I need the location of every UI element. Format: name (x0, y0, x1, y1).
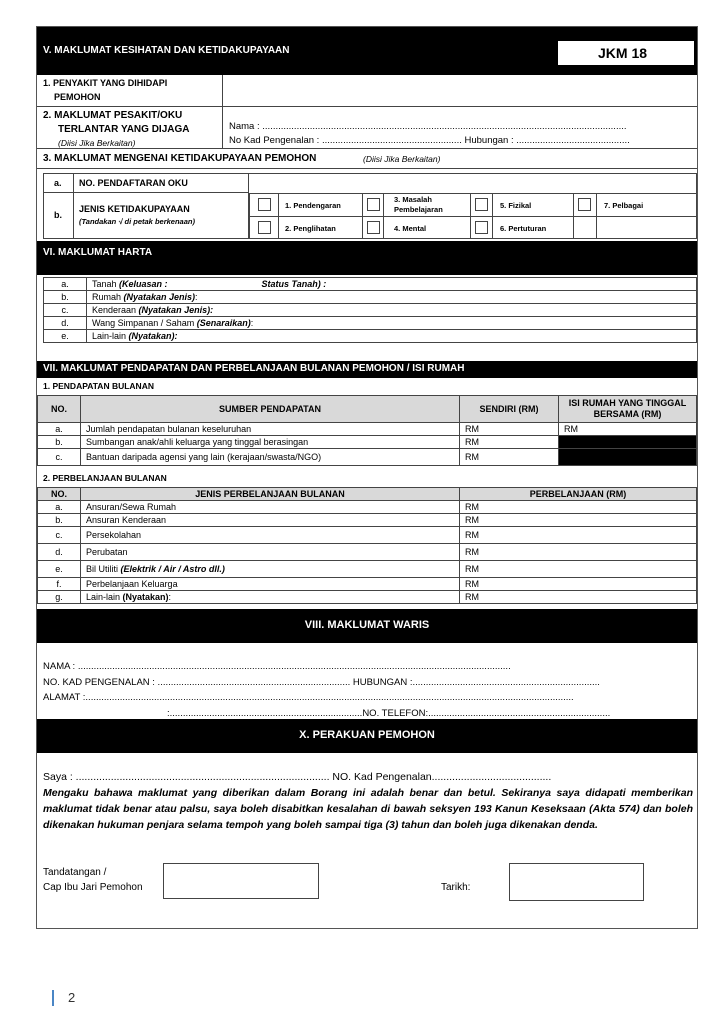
expense-amount-field[interactable]: RM (460, 561, 697, 578)
expense-type: Bil Utiliti (86, 563, 121, 574)
asset-label: Tanah (92, 278, 120, 289)
income-row[interactable] (38, 423, 697, 436)
checkbox-pendengaran[interactable] (258, 198, 271, 211)
asset-label-em: (Nyatakan Jenis) (123, 291, 196, 302)
income-no: a. (38, 423, 81, 436)
section-vii-title: VII. MAKLUMAT PENDAPATAN DAN PERBELANJAAN BULANAN PEMOHON / ISI RUMAH (43, 363, 465, 374)
income-col-no: NO. (38, 396, 81, 423)
section-vi-header (37, 241, 697, 275)
income-source: Jumlah pendapatan bulanan keseluruhan (81, 423, 460, 436)
signature-label-2: Cap Ibu Jari Pemohon (43, 882, 143, 893)
expense-no: e. (38, 561, 81, 578)
income-col-source: SUMBER PENDAPATAN (81, 396, 460, 423)
expense-type: Perubatan (81, 544, 460, 561)
oku-reg-field[interactable] (249, 174, 696, 192)
q2-row (37, 107, 697, 149)
q1-label-2: PEMOHON (54, 92, 101, 102)
section-v-header (37, 27, 697, 75)
assets-table (43, 277, 697, 343)
asset-row[interactable] (44, 330, 697, 343)
expense-subtitle: 2. PERBELANJAAN BULANAN (43, 473, 167, 483)
asset-label-em: (Senaraikan) (196, 317, 251, 328)
disability-note: (Tandakan √ di petak berkenaan) (79, 217, 195, 226)
heir-address-field[interactable]: ALAMAT :......................................................................................................................................................................................... (43, 692, 574, 703)
expense-row[interactable] (38, 561, 697, 578)
declaration-text: Mengaku bahawa maklumat yang diberikan dalam Borang ini adalah benar dan betul. Sekiranya saya didapati memberikan maklumat tidak benar atau palsu, saya boleh disabitkan kesalahan di bawah seksyen 193 Kanun Keseksaan (Akta 574) dan boleh dikenakan hukuman penjara selama tempoh yang boleh sampai tiga (3) tahun dan boleh juga dikenakan denda. (43, 787, 693, 831)
option-masalah-pembelajaran: 3. Masalah Pembelajaran (394, 195, 443, 214)
option-fizikal: 5. Fizikal (500, 201, 532, 210)
q3-title-row (37, 149, 697, 169)
expense-no: d. (38, 544, 81, 561)
form-code-box (557, 40, 695, 66)
income-row[interactable] (38, 449, 697, 466)
expense-type: Perbelanjaan Keluarga (81, 578, 460, 591)
asset-label: Wang Simpanan / Saham (92, 317, 197, 328)
asset-no: b. (44, 291, 87, 304)
date-box[interactable] (509, 863, 644, 901)
expense-row[interactable] (38, 514, 697, 527)
q3-title: 3. MAKLUMAT MENGENAI KETIDAKUPAYAAN PEMOHON (43, 153, 317, 164)
asset-row[interactable] (44, 304, 697, 317)
date-label: Tarikh: (441, 882, 471, 893)
income-source: Sumbangan anak/ahli keluarga yang tinggal berasingan (81, 436, 460, 449)
signature-box[interactable] (163, 863, 319, 899)
expense-row[interactable] (38, 527, 697, 544)
q1-row (37, 75, 697, 107)
option-penglihatan: 2. Penglihatan (285, 224, 336, 233)
option-pendengaran: 1. Pendengaran (285, 201, 341, 210)
section-vii-header (37, 361, 697, 378)
option-mental: 4. Mental (394, 224, 427, 233)
asset-label-em: (Nyatakan): (128, 330, 178, 341)
income-row[interactable] (38, 436, 697, 449)
expense-no: f. (38, 578, 81, 591)
income-household-disabled (559, 436, 697, 449)
asset-no: c. (44, 304, 87, 317)
expense-amount-field[interactable]: RM (460, 578, 697, 591)
expense-amount-field[interactable]: RM (460, 544, 697, 561)
signature-label: Tandatangan / (43, 867, 107, 878)
checkbox-masalah-pembelajaran[interactable] (367, 198, 380, 211)
asset-label-tail: : (195, 291, 198, 302)
checkbox-fizikal[interactable] (475, 198, 488, 211)
heir-phone-field[interactable]: :.........................................................................NO. TELEFON:..................................................................... (167, 708, 611, 719)
page-number: 2 (68, 990, 76, 1005)
asset-row[interactable] (44, 291, 697, 304)
q2-label-2: TERLANTAR YANG DIJAGA (58, 124, 190, 135)
asset-label-em: (Nyatakan Jenis): (138, 304, 214, 315)
checkbox-mental[interactable] (367, 221, 380, 234)
section-v-title: V. MAKLUMAT KESIHATAN DAN KETIDAKUPAYAAN (43, 45, 290, 56)
expense-col-amount: PERBELANJAAN (RM) (460, 488, 697, 501)
oku-reg-label: NO. PENDAFTARAN OKU (79, 178, 188, 188)
income-self-field[interactable]: RM (460, 423, 559, 436)
expense-table (37, 487, 697, 604)
asset-label: Rumah (92, 291, 124, 302)
income-col-self: SENDIRI (RM) (460, 396, 559, 423)
option-pelbagai: 7. Pelbagai (604, 201, 644, 210)
checkbox-penglihatan[interactable] (258, 221, 271, 234)
expense-type: Lain-lain (86, 591, 123, 602)
expense-type: Ansuran/Sewa Rumah (81, 501, 460, 514)
heir-ic-field[interactable]: NO. KAD PENGENALAN : ......................................................................... HUBUNGAN :....................................................................... (43, 677, 600, 688)
asset-status-label: Status Tanah) : (261, 278, 327, 289)
asset-label-tail: : (250, 317, 254, 328)
q3-note: (Diisi Jika Berkaitan) (363, 154, 441, 164)
form-page (36, 26, 698, 929)
section-viii-title: VIII. MAKLUMAT WARIS (304, 619, 430, 631)
q2-label: 2. MAKLUMAT PESAKIT/OKU (43, 110, 183, 121)
income-no: b. (38, 436, 81, 449)
income-table (37, 395, 697, 466)
asset-label: Lain-lain (92, 330, 129, 341)
income-self-field[interactable]: RM (460, 436, 559, 449)
expense-row[interactable] (38, 591, 697, 604)
expense-no: a. (38, 501, 81, 514)
section-x-header (37, 719, 697, 753)
oku-reg-label-a: a. (54, 178, 62, 188)
asset-no: d. (44, 317, 87, 330)
section-vi-title: VI. MAKLUMAT HARTA (43, 247, 153, 258)
option-pertuturan: 6. Pertuturan (500, 224, 547, 233)
income-self-field[interactable]: RM (460, 449, 559, 466)
asset-row[interactable] (44, 278, 697, 291)
asset-row[interactable] (44, 317, 697, 330)
income-household-disabled (559, 449, 697, 466)
asset-label-em: (Keluasan : (119, 278, 168, 289)
checkbox-pertuturan[interactable] (475, 221, 488, 234)
income-no: c. (38, 449, 81, 466)
expense-type: Persekolahan (81, 527, 460, 544)
expense-no: c. (38, 527, 81, 544)
checkbox-pelbagai[interactable] (578, 198, 591, 211)
disability-type-label: JENIS KETIDAKUPAYAAN (79, 204, 190, 214)
expense-no: b. (38, 514, 81, 527)
section-viii-header (37, 609, 697, 643)
disability-grid (249, 193, 697, 239)
section-x-title: X. PERAKUAN PEMOHON (299, 729, 435, 741)
disability-label-b: b. (54, 210, 62, 220)
expense-row[interactable] (38, 578, 697, 591)
patient-ic-field[interactable]: No Kad Pengenalan : ..................................................... Hubungan : ........................................... (229, 135, 630, 146)
income-household-field[interactable]: RM (559, 423, 697, 436)
expense-col-type: JENIS PERBELANJAAN BULANAN (81, 488, 460, 501)
expense-type-em: (Nyatakan) (122, 591, 169, 602)
applicant-name-field[interactable]: Saya : ....................................................................................... NO. Kad Pengenalan......................................... (43, 771, 552, 783)
expense-no: g. (38, 591, 81, 604)
expense-amount-field[interactable]: RM (460, 501, 697, 514)
expense-type-em: (Elektrik / Air / Astro dll.) (120, 563, 225, 574)
q1-label: 1. PENYAKIT YANG DIHIDAPI (43, 78, 168, 88)
expense-type-tail: : (168, 591, 172, 602)
page-marker (52, 990, 54, 1006)
q1-answer-field[interactable] (223, 75, 697, 107)
income-col-household: ISI RUMAH YANG TINGGAL BERSAMA (RM) (559, 396, 697, 423)
expense-row[interactable] (38, 501, 697, 514)
asset-label: Kenderaan (92, 304, 139, 315)
patient-name-field[interactable]: Nama : .......................................................................................................................................... (229, 121, 627, 132)
form-code: JKM 18 (598, 45, 648, 61)
expense-amount-field[interactable]: RM (460, 591, 697, 604)
asset-no: e. (44, 330, 87, 343)
heir-name-field[interactable]: NAMA : .................................................................................................................................................................... (43, 661, 511, 672)
asset-no: a. (44, 278, 87, 291)
income-subtitle: 1. PENDAPATAN BULANAN (43, 381, 154, 391)
expense-amount-field[interactable]: RM (460, 527, 697, 544)
expense-row[interactable] (38, 544, 697, 561)
expense-col-no: NO. (38, 488, 81, 501)
income-source: Bantuan daripada agensi yang lain (kerajaan/swasta/NGO) (81, 449, 460, 466)
expense-type: Ansuran Kenderaan (81, 514, 460, 527)
expense-amount-field[interactable]: RM (460, 514, 697, 527)
q2-note: (Diisi Jika Berkaitan) (58, 138, 136, 148)
